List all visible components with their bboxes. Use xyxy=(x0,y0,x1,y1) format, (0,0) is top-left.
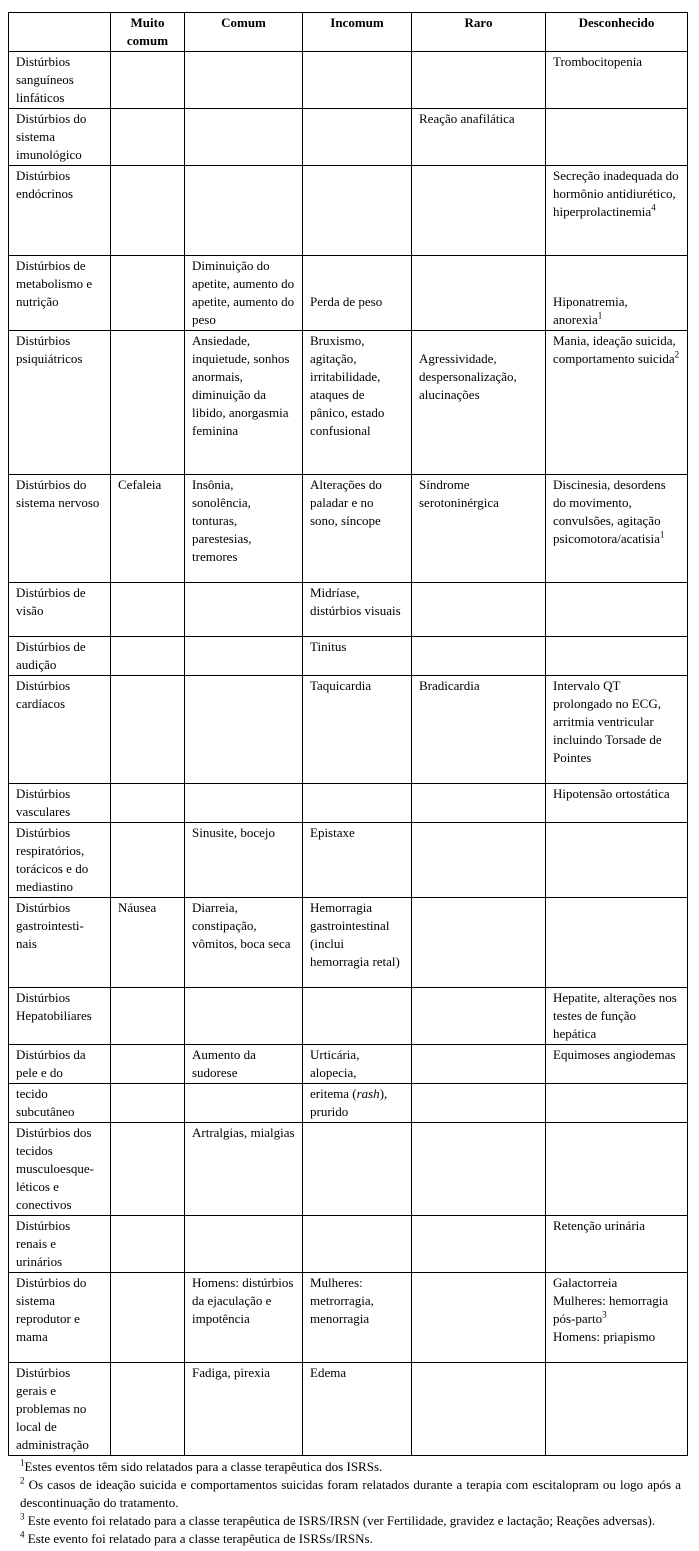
incomum-cell: Taquicardia xyxy=(303,676,412,784)
soc-cell: Distúrbios de metabolismo e nutrição xyxy=(9,256,111,331)
footnote-ref: 2 xyxy=(674,349,680,360)
raro-cell xyxy=(412,823,546,898)
desconhecido-line: Homens: priapismo xyxy=(553,1329,656,1344)
desconhecido-text: Secreção inadequada do hormônio antidiurético, hiperprolactinemia xyxy=(553,168,679,219)
comum-cell xyxy=(185,583,303,637)
desconhecido-cell xyxy=(546,109,688,166)
raro-cell xyxy=(412,988,546,1045)
incomum-cell: Urticária, alopecia, xyxy=(303,1045,412,1084)
soc-cell: tecido subcutâneo xyxy=(9,1084,111,1123)
raro-cell xyxy=(412,1363,546,1456)
soc-cell: Distúrbios cardíacos xyxy=(9,676,111,784)
desconhecido-cell xyxy=(546,1273,688,1363)
desconhecido-cell: Equimoses angiodemas xyxy=(546,1045,688,1084)
desconhecido-cell xyxy=(546,331,688,475)
desconhecido-cell xyxy=(546,1084,688,1123)
comum-cell: Homens: distúrbios da ejaculação e impotência xyxy=(185,1273,303,1363)
muito-comum-cell: Náusea xyxy=(111,898,185,988)
table-row xyxy=(9,166,688,256)
table-row xyxy=(9,823,688,898)
soc-cell: Distúrbios de audição xyxy=(9,637,111,676)
header-cell-incomum: Incomum xyxy=(303,13,412,52)
raro-cell xyxy=(412,784,546,823)
muito-comum-cell xyxy=(111,166,185,256)
desconhecido-cell: Retenção urinária xyxy=(546,1216,688,1273)
adverse-events-document xyxy=(8,12,687,1548)
table-row xyxy=(9,676,688,784)
muito-comum-cell xyxy=(111,1084,185,1123)
incomum-cell: Bruxismo, agitação, irritabilidade, ataques de pânico, estado confusional xyxy=(303,331,412,475)
muito-comum-cell xyxy=(111,637,185,676)
incomum-cell xyxy=(303,1216,412,1273)
header-cell-comum: Comum xyxy=(185,13,303,52)
muito-comum-cell xyxy=(111,1363,185,1456)
incomum-cell xyxy=(303,1084,412,1123)
desconhecido-text: Mania, ideação suicida, comportamento suicida xyxy=(553,333,676,366)
table-row xyxy=(9,1084,688,1123)
desconhecido-cell: Hepatite, alterações nos testes de função hepática xyxy=(546,988,688,1045)
table-row xyxy=(9,475,688,583)
soc-cell: Distúrbios respiratórios, torácicos e do mediastino xyxy=(9,823,111,898)
incomum-cell: Midríase, distúrbios visuais xyxy=(303,583,412,637)
incomum-cell: Alterações do paladar e no sono, síncope xyxy=(303,475,412,583)
desconhecido-line xyxy=(553,1292,680,1328)
incomum-cell xyxy=(303,784,412,823)
footnote-ref: 4 xyxy=(651,202,656,213)
comum-cell xyxy=(185,676,303,784)
table-row xyxy=(9,1216,688,1273)
muito-comum-cell xyxy=(111,583,185,637)
muito-comum-cell: Cefaleia xyxy=(111,475,185,583)
comum-cell: Insônia, sonolência, tonturas, parestesias, tremores xyxy=(185,475,303,583)
incomum-cell: Edema xyxy=(303,1363,412,1456)
comum-cell: Ansiedade, inquietude, sonhos anormais, diminuição da libido, anorgasmia feminina xyxy=(185,331,303,475)
desconhecido-cell xyxy=(546,583,688,637)
incomum-cell xyxy=(303,166,412,256)
table-row xyxy=(9,1123,688,1216)
table-row xyxy=(9,784,688,823)
comum-cell: Sinusite, bocejo xyxy=(185,823,303,898)
table-row xyxy=(9,898,688,988)
muito-comum-cell xyxy=(111,1216,185,1273)
raro-cell xyxy=(412,1273,546,1363)
desconhecido-cell: Hipotensão ortostática xyxy=(546,784,688,823)
incomum-cell: Perda de peso xyxy=(303,256,412,331)
soc-cell: Distúrbios do sistema nervoso xyxy=(9,475,111,583)
incomum-cell xyxy=(303,988,412,1045)
table-row xyxy=(9,52,688,109)
comum-cell xyxy=(185,637,303,676)
muito-comum-cell xyxy=(111,676,185,784)
desconhecido-line: Galactorreia xyxy=(553,1275,618,1290)
soc-cell: Distúrbios sanguíneos linfáticos xyxy=(9,52,111,109)
footnote-text: Os casos de ideação suicida e comportamentos suicidas foram relatados durante a terapia com escitalopram ou logo após a descontinuação do tratamento. xyxy=(20,1477,681,1510)
raro-cell xyxy=(412,898,546,988)
footnote xyxy=(20,1458,681,1476)
footnote-text: Este evento foi relatado para a classe terapêutica de ISRSs/IRSNs. xyxy=(24,1531,373,1546)
muito-comum-cell xyxy=(111,823,185,898)
desconhecido-cell xyxy=(546,898,688,988)
desconhecido-cell xyxy=(546,1123,688,1216)
comum-cell: Diarreia, constipação, vômitos, boca seca xyxy=(185,898,303,988)
soc-cell: Distúrbios dos tecidos musculoesque-léticos e conectivos xyxy=(9,1123,111,1216)
footnote-mark: 1 xyxy=(20,1457,25,1468)
incomum-cell xyxy=(303,109,412,166)
comum-cell xyxy=(185,1216,303,1273)
soc-cell: Distúrbios renais e urinários xyxy=(9,1216,111,1273)
soc-cell: Distúrbios de visão xyxy=(9,583,111,637)
table-row xyxy=(9,1045,688,1084)
header-cell-muito-comum: Muito comum xyxy=(111,13,185,52)
raro-cell xyxy=(412,166,546,256)
adverse-events-table xyxy=(8,12,688,1456)
footnote-mark: 3 xyxy=(20,1511,25,1522)
incomum-cell: Mulheres: metrorragia, menorragia xyxy=(303,1273,412,1363)
table-row xyxy=(9,256,688,331)
soc-cell: Distúrbios gastrointesti-nais xyxy=(9,898,111,988)
header-cell-desconhecido: Desconhecido xyxy=(546,13,688,52)
raro-cell xyxy=(412,1045,546,1084)
comum-cell xyxy=(185,988,303,1045)
muito-comum-cell xyxy=(111,256,185,331)
soc-cell: Distúrbios endócrinos xyxy=(9,166,111,256)
comum-cell: Diminuição do apetite, aumento do apetite, aumento do peso xyxy=(185,256,303,331)
footnote-ref: 1 xyxy=(597,310,603,321)
desconhecido-cell xyxy=(546,256,688,331)
comum-cell: Fadiga, pirexia xyxy=(185,1363,303,1456)
incomum-text: eritema ( xyxy=(310,1086,357,1101)
incomum-cell: Epistaxe xyxy=(303,823,412,898)
incomum-italic-text: rash xyxy=(356,1086,380,1101)
raro-cell: Síndrome serotoninérgica xyxy=(412,475,546,583)
muito-comum-cell xyxy=(111,1273,185,1363)
muito-comum-cell xyxy=(111,988,185,1045)
incomum-cell: Tinitus xyxy=(303,637,412,676)
comum-cell xyxy=(185,1084,303,1123)
table-row xyxy=(9,1273,688,1363)
raro-cell xyxy=(412,1216,546,1273)
muito-comum-cell xyxy=(111,1045,185,1084)
soc-cell: Distúrbios vasculares xyxy=(9,784,111,823)
comum-cell xyxy=(185,109,303,166)
desconhecido-text: Discinesia, desordens do movimento, convulsões, agitação psicomotora/acatisia xyxy=(553,477,666,546)
footnote-text: Estes eventos têm sido relatados para a classe terapêutica dos ISRSs. xyxy=(24,1459,383,1474)
footnote-text: Este evento foi relatado para a classe terapêutica de ISRS/IRSN (ver Fertilidade, gravidez e lactação; Reações adversas). xyxy=(24,1513,656,1528)
header-cell-raro: Raro xyxy=(412,13,546,52)
soc-cell: Distúrbios do sistema imunológico xyxy=(9,109,111,166)
muito-comum-cell xyxy=(111,109,185,166)
soc-cell: Distúrbios da pele e do xyxy=(9,1045,111,1084)
footnote-ref: 1 xyxy=(659,529,665,540)
footnote-ref: 3 xyxy=(602,1309,607,1320)
header-cell-soc xyxy=(9,13,111,52)
footnote xyxy=(20,1476,681,1512)
table-header-row xyxy=(9,13,688,52)
table-row xyxy=(9,109,688,166)
footnotes xyxy=(8,1456,687,1548)
muito-comum-cell xyxy=(111,1123,185,1216)
table-row xyxy=(9,583,688,637)
incomum-text-after: ), prurido xyxy=(310,1086,388,1119)
footnote xyxy=(20,1512,681,1530)
desconhecido-cell xyxy=(546,166,688,256)
desconhecido-cell: Intervalo QT prolongado no ECG, arritmia ventricular incluindo Torsade de Pointes xyxy=(546,676,688,784)
table-row xyxy=(9,988,688,1045)
table-row xyxy=(9,331,688,475)
raro-cell xyxy=(412,1123,546,1216)
desconhecido-text: Mulheres: hemorragia pós-parto xyxy=(553,1293,669,1326)
muito-comum-cell xyxy=(111,331,185,475)
desconhecido-text: Hiponatremia, anorexia xyxy=(553,294,628,327)
raro-cell xyxy=(412,52,546,109)
comum-cell: Aumento da sudorese xyxy=(185,1045,303,1084)
raro-cell xyxy=(412,583,546,637)
soc-cell: Distúrbios gerais e problemas no local de administração xyxy=(9,1363,111,1456)
desconhecido-cell: Trombocitopenia xyxy=(546,52,688,109)
soc-cell: Distúrbios Hepatobiliares xyxy=(9,988,111,1045)
comum-cell xyxy=(185,52,303,109)
incomum-cell xyxy=(303,52,412,109)
footnote-mark: 4 xyxy=(20,1529,25,1540)
raro-cell xyxy=(412,637,546,676)
raro-cell: Agressividade, despersonalização, alucinações xyxy=(412,331,546,475)
incomum-cell xyxy=(303,1123,412,1216)
desconhecido-cell xyxy=(546,637,688,676)
footnote xyxy=(20,1530,681,1548)
raro-cell xyxy=(412,256,546,331)
desconhecido-cell xyxy=(546,475,688,583)
raro-cell xyxy=(412,1084,546,1123)
desconhecido-cell xyxy=(546,1363,688,1456)
comum-cell xyxy=(185,166,303,256)
table-row xyxy=(9,637,688,676)
incomum-cell: Hemorragia gastrointestinal (inclui hemorragia retal) xyxy=(303,898,412,988)
table-row xyxy=(9,1363,688,1456)
desconhecido-cell xyxy=(546,823,688,898)
comum-cell xyxy=(185,784,303,823)
comum-cell: Artralgias, mialgias xyxy=(185,1123,303,1216)
soc-cell: Distúrbios do sistema reprodutor e mama xyxy=(9,1273,111,1363)
footnote-mark: 2 xyxy=(20,1475,25,1486)
muito-comum-cell xyxy=(111,784,185,823)
muito-comum-cell xyxy=(111,52,185,109)
raro-cell: Bradicardia xyxy=(412,676,546,784)
soc-cell: Distúrbios psiquiátricos xyxy=(9,331,111,475)
raro-cell: Reação anafilática xyxy=(412,109,546,166)
